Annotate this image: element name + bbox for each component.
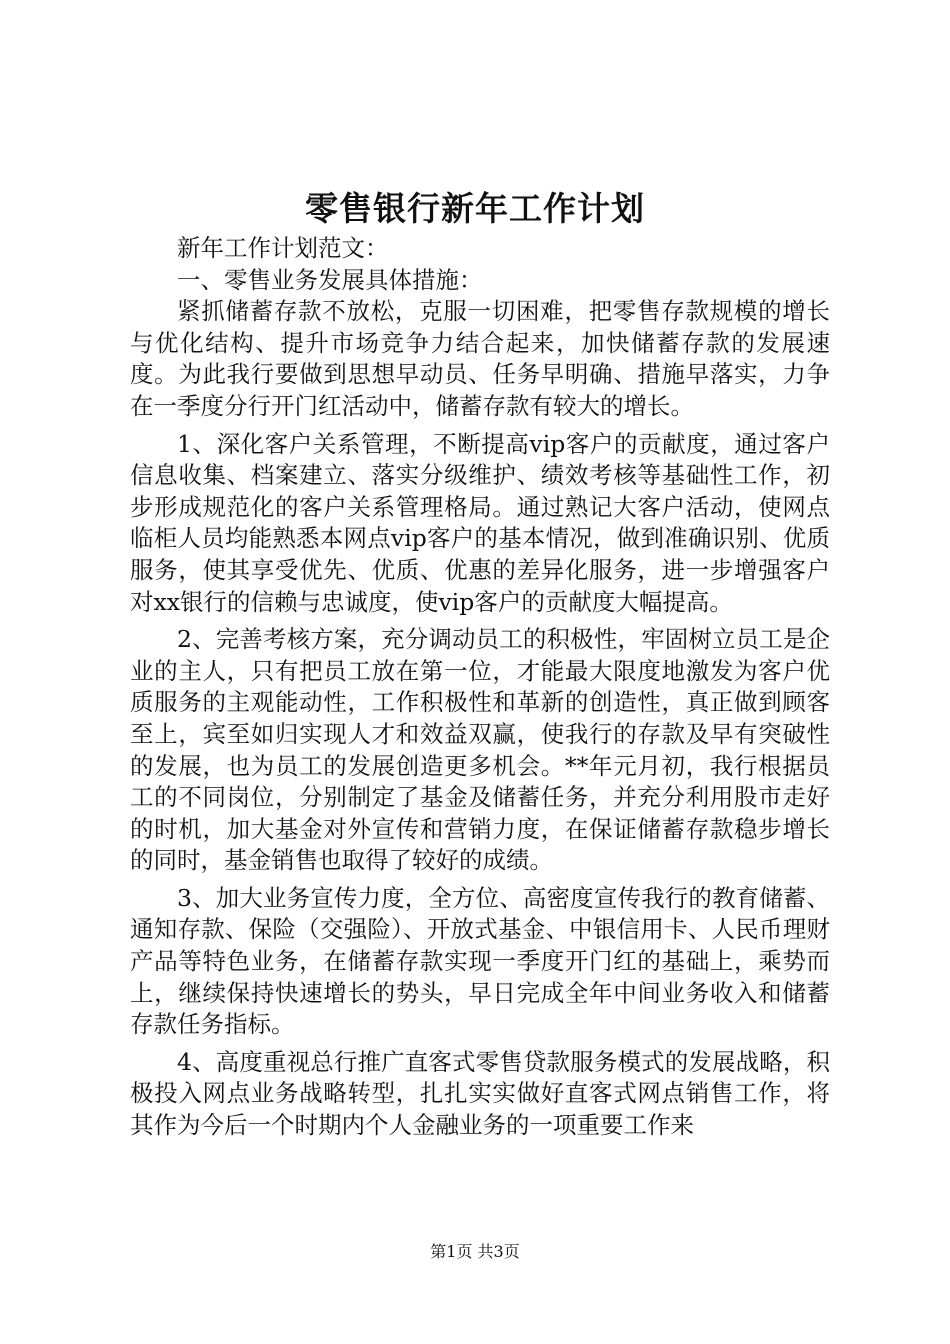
paragraph-item-2: 2、完善考核方案，充分调动员工的积极性，牢固树立员工是企业的主人，只有把员工放在第一位，才能最大限度地激发为客户优质服务的主观能动性，工作积极性和革新的创造性，真正做到顾客至上，宾至如归实现人才和效益双赢，使我行的存款及早有突破性的发展，也为员工的发展创造更多机会。**年元月初，我行根据员工的不同岗位，分别制定了基金及储蓄任务，并充分利用股市走好的时机，加大基金对外宣传和营销力度，在保证储蓄存款稳步增长的同时，基金销售也取得了较好的成绩。 (130, 625, 830, 875)
paragraph-overview: 紧抓储蓄存款不放松，克服一切困难，把零售存款规模的增长与优化结构、提升市场竞争力结合起来，加快储蓄存款的发展速度。为此我行要做到思想早动员、任务早明确、措施早落实，力争在一季度分行开门红活动中，储蓄存款有较大的增长。 (130, 297, 830, 420)
page-footer: 第1页 共3页 (430, 1242, 520, 1261)
paragraph-intro: 新年工作计划范文： (177, 234, 389, 262)
paragraph-item-1: 1、深化客户关系管理，不断提高vip客户的贡献度，通过客户信息收集、档案建立、落实分级维护、绩效考核等基础性工作，初步形成规范化的客户关系管理格局。通过熟记大客户活动，使网点临柜人员均能熟悉本网点vip客户的基本情况，做到准确识别、优质服务，使其享受优先、优质、优惠的差异化服务，进一步增强客户对xx银行的信赖与忠诚度，使vip客户的贡献度大幅提高。 (130, 429, 830, 616)
document-body (130, 233, 830, 1142)
paragraph-item-4: 4、高度重视总行推广直客式零售贷款服务模式的发展战略，积极投入网点业务战略转型，扎扎实实做好直客式网点销售工作，将其作为今后一个时期内个人金融业务的一项重要工作来 (130, 1047, 830, 1140)
paragraph-section-heading: 一、零售业务发展具体措施： (177, 265, 483, 294)
paragraph-item-3: 3、加大业务宣传力度，全方位、高密度宣传我行的教育储蓄、通知存款、保险（交强险）、开放式基金、中银信用卡、人民币理财产品等特色业务，在储蓄存款实现一季度开门红的基础上，乘势而上，继续保持快速增长的势头，早日完成全年中间业务收入和储蓄存款任务指标。 (130, 883, 830, 1039)
document-title: 零售银行新年工作计划 (305, 189, 645, 228)
